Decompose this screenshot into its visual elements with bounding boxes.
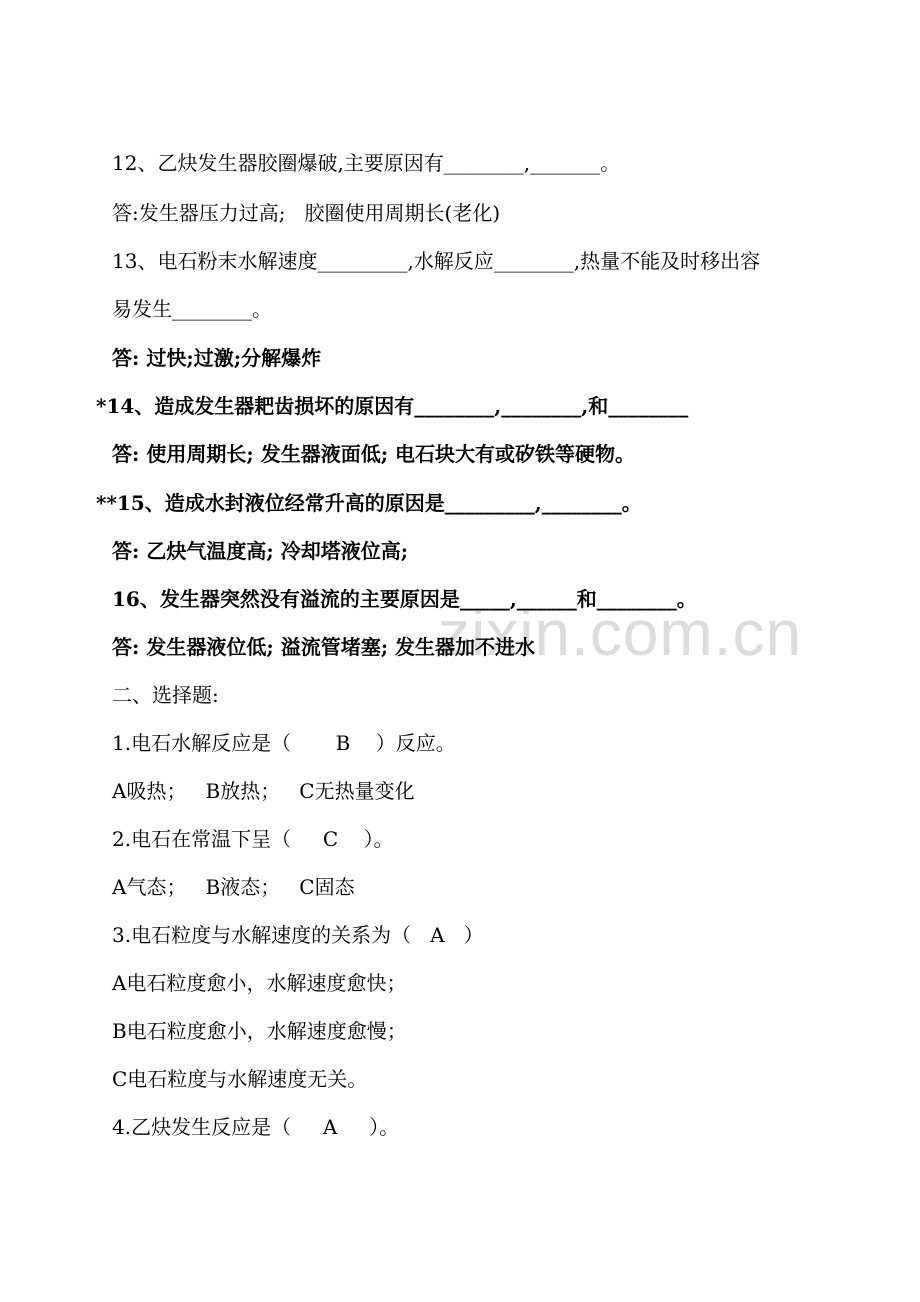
q12-text: 12、乙炔发生器胶圈爆破,主要原因有________,_______。 bbox=[112, 151, 621, 175]
q15-answer: 答: 乙炔气温度高; 冷却塔液位高; bbox=[112, 539, 409, 563]
choice-q1: 1.电石水解反应是（ B ）反应。 bbox=[112, 731, 456, 755]
q13-text-line1: 13、电石粉末水解速度_________,水解反应________,热量不能及时移出容 bbox=[112, 249, 761, 273]
choice-q4: 4.乙炔发生反应是（ A ）。 bbox=[112, 1115, 400, 1139]
q16-answer: 答: 发生器液位低; 溢流管堵塞; 发生器加不进水 bbox=[112, 635, 536, 659]
choice-q3-option-a: A电石粒度愈小，水解速度愈快； bbox=[112, 971, 407, 995]
choice-q3: 3.电石粒度与水解速度的关系为（ A ） bbox=[112, 923, 484, 947]
q14-text: *14、造成发生器耙齿损坏的原因有________,________,和________ bbox=[96, 394, 689, 418]
q14-answer: 答: 使用周期长; 发生器液面低; 电石块大有或矽铁等硬物。 bbox=[112, 442, 636, 466]
q16-text: 16、发生器突然没有溢流的主要原因是_____,______和________。 bbox=[112, 587, 697, 611]
choice-q3-option-c: C电石粒度与水解速度无关。 bbox=[112, 1067, 368, 1091]
q12-answer: 答:发生器压力过高; 胶圈使用周期长(老化) bbox=[112, 201, 501, 225]
q13-text-line2: 易发生________。 bbox=[112, 297, 272, 321]
q13-answer: 答: 过快;过激;分解爆炸 bbox=[112, 346, 322, 370]
choice-q2-options: A气态； B液态； C固态 bbox=[112, 875, 355, 899]
q15-text: **15、造成水封液位经常升高的原因是_________,________。 bbox=[96, 491, 642, 515]
section-heading: 二、选择题: bbox=[112, 683, 219, 707]
choice-q1-options: A吸热； B放热； C无热量变化 bbox=[112, 779, 415, 803]
choice-q3-option-b: B电石粒度愈小，水解速度愈慢； bbox=[112, 1019, 407, 1043]
choice-q2: 2.电石在常温下呈（ C ）。 bbox=[112, 827, 394, 851]
watermark: zixin.com.cn bbox=[438, 597, 803, 669]
